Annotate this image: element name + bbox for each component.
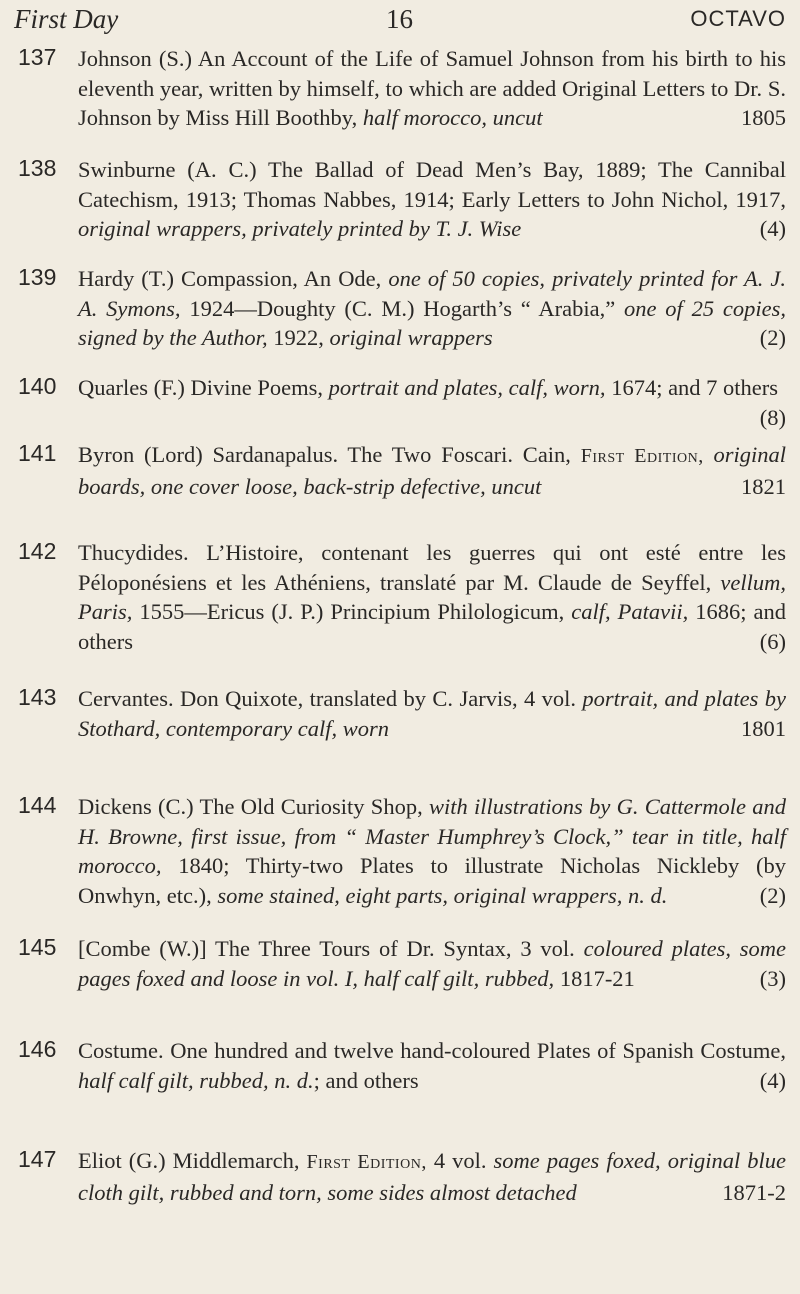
lot-text-segment: Thucydides. L’Histoire, contenant les guerres qui ont esté entre les Péloponésiens et les Athéniens, translaté par M. Claude de Seyffel,: [78, 540, 786, 595]
lot-description: [78, 538, 786, 656]
lot-text-segment: 1674; and 7 others: [605, 375, 779, 400]
lot-number: 138: [18, 155, 57, 181]
lot-text-segment: Cervantes. Don Quixote, translated by C. Jarvis, 4 vol.: [78, 686, 583, 711]
lot-text-segment: ; and others: [313, 1067, 419, 1093]
lot-text-segment: portrait, and plates by Stothard, contemporary calf, worn: [78, 686, 787, 741]
lot-text-segment: Hardy (T.) Compassion, An Ode,: [78, 266, 389, 291]
lot-text-segment: 1840; Thirty-two Plates to illustrate Nicholas Nickleby (by Onwhyn, etc.),: [78, 853, 786, 908]
lot-text-segment: 1555—Ericus (J. P.) Principium Philologicum,: [132, 599, 572, 624]
lot-text-segment: original wrappers: [329, 325, 493, 350]
lot-date-or-count: 1801: [741, 715, 786, 741]
lot-date-or-count: 1821: [741, 473, 786, 499]
lot-description: [78, 1146, 786, 1207]
sale-day-label: First Day: [14, 4, 119, 34]
lot-text-segment: Johnson (S.) An Account of the Life of Samuel Johnson from his birth to his eleventh year, written by himself, to which are added Original Letters to Dr. S. Johnson by Miss Hill Boothby,: [78, 46, 786, 130]
lot-number: 144: [18, 792, 57, 818]
lot-description: [78, 792, 786, 910]
lot-date-or-count: 1805: [741, 105, 786, 130]
lot-description: [78, 373, 786, 432]
lot-number: 147: [18, 1146, 57, 1172]
lot-date-or-count: (2): [759, 882, 786, 908]
lot-text-segment: half morocco, uncut: [362, 105, 543, 130]
lot-description: [78, 264, 786, 353]
lot-number: 142: [18, 538, 57, 564]
lot-text-segment: 1922,: [267, 325, 330, 350]
lot-number: 140: [18, 373, 57, 399]
lot-text-segment: original boards, one cover loose, back-strip defective, uncut: [78, 442, 787, 499]
page-header: [14, 4, 786, 44]
lot-date-or-count: (4): [759, 216, 786, 241]
lot-text-segment: vellum, Paris,: [78, 569, 786, 624]
lot-text-segment: 4 vol.: [426, 1148, 494, 1173]
lot-text-segment: [Combe (W.)] The Three Tours of Dr. Syntax, 3 vol.: [78, 936, 584, 961]
lot-text-segment: 1686; and others: [78, 599, 786, 654]
lot-description: [78, 440, 786, 501]
lot-text-segment: some pages foxed, original blue cloth gilt, rubbed and torn, some sides almost detached: [78, 1148, 786, 1205]
lot-date-or-count: (4): [759, 1067, 786, 1093]
lot-text-segment: one of 25 copies, signed by the Author,: [78, 295, 786, 350]
page-number: 16: [386, 4, 413, 34]
lot-date-or-count: (2): [759, 325, 786, 350]
lot-number: 145: [18, 934, 57, 960]
lot-text-segment: Eliot (G.) Middlemarch,: [78, 1148, 307, 1173]
lot-text-segment: some stained, eight parts, original wrappers, n. d.: [217, 882, 668, 908]
lot-description: [78, 1036, 786, 1095]
lot-description: [78, 684, 786, 743]
lot-text-segment: Costume. One hundred and twelve hand-coloured Plates of Spanish Costume,: [78, 1038, 786, 1063]
lot-number: 146: [18, 1036, 57, 1062]
lot-text-segment: Byron (Lord) Sardanapalus. The Two Foscari. Cain,: [78, 442, 581, 467]
lot-text-segment: calf, Patavii,: [571, 599, 689, 624]
lot-date-or-count: (8): [759, 404, 786, 430]
format-label: OCTAVO: [690, 6, 786, 31]
lot-description: [78, 934, 786, 993]
lot-number: 143: [18, 684, 57, 710]
lot-text-segment: original wrappers, privately printed by T. J. Wise: [78, 216, 522, 241]
lot-number: 139: [18, 264, 57, 290]
lot-description: [78, 44, 786, 133]
lot-text-segment: 1924—Doughty (C. M.) Hogarth’s “ Arabia,”: [180, 295, 624, 321]
lot-date-or-count: 1871-2: [722, 1179, 786, 1205]
lot-text-segment: 1817-21: [554, 965, 635, 991]
lot-text-segment: portrait and plates, calf, worn,: [328, 375, 606, 400]
lot-text-segment: First Edition,: [306, 1151, 427, 1173]
lot-text-segment: one of 50 copies, privately printed for A. J. A. Symons,: [78, 266, 787, 321]
lot-number: 137: [18, 44, 57, 70]
lot-date-or-count: (6): [759, 628, 786, 654]
lot-text-segment: half calf gilt, rubbed, n. d.: [78, 1067, 314, 1093]
lot-text-segment: [704, 442, 714, 467]
lot-text-segment: Swinburne (A. C.) The Ballad of Dead Men’s Bay, 1889; The Cannibal Catechism, 1913; Thomas Nabbes, 1914; Early Letters to John Nichol, 1917,: [78, 157, 786, 212]
lot-text-segment: with illustrations by G. Cattermole and H. Browne, first issue, from “ Master Humphrey’s Clock,” tear in title, half morocco,: [78, 794, 786, 878]
lot-text-segment: Dickens (C.) The Old Curiosity Shop,: [78, 794, 429, 819]
lot-text-segment: First Edition,: [580, 445, 704, 467]
lot-number: 141: [18, 440, 57, 466]
lot-text-segment: coloured plates, some pages foxed and loose in vol. I, half calf gilt, rubbed,: [78, 936, 786, 991]
lot-text-segment: Quarles (F.) Divine Poems,: [78, 375, 329, 400]
lot-description: [78, 155, 786, 244]
lot-date-or-count: (3): [759, 965, 786, 991]
